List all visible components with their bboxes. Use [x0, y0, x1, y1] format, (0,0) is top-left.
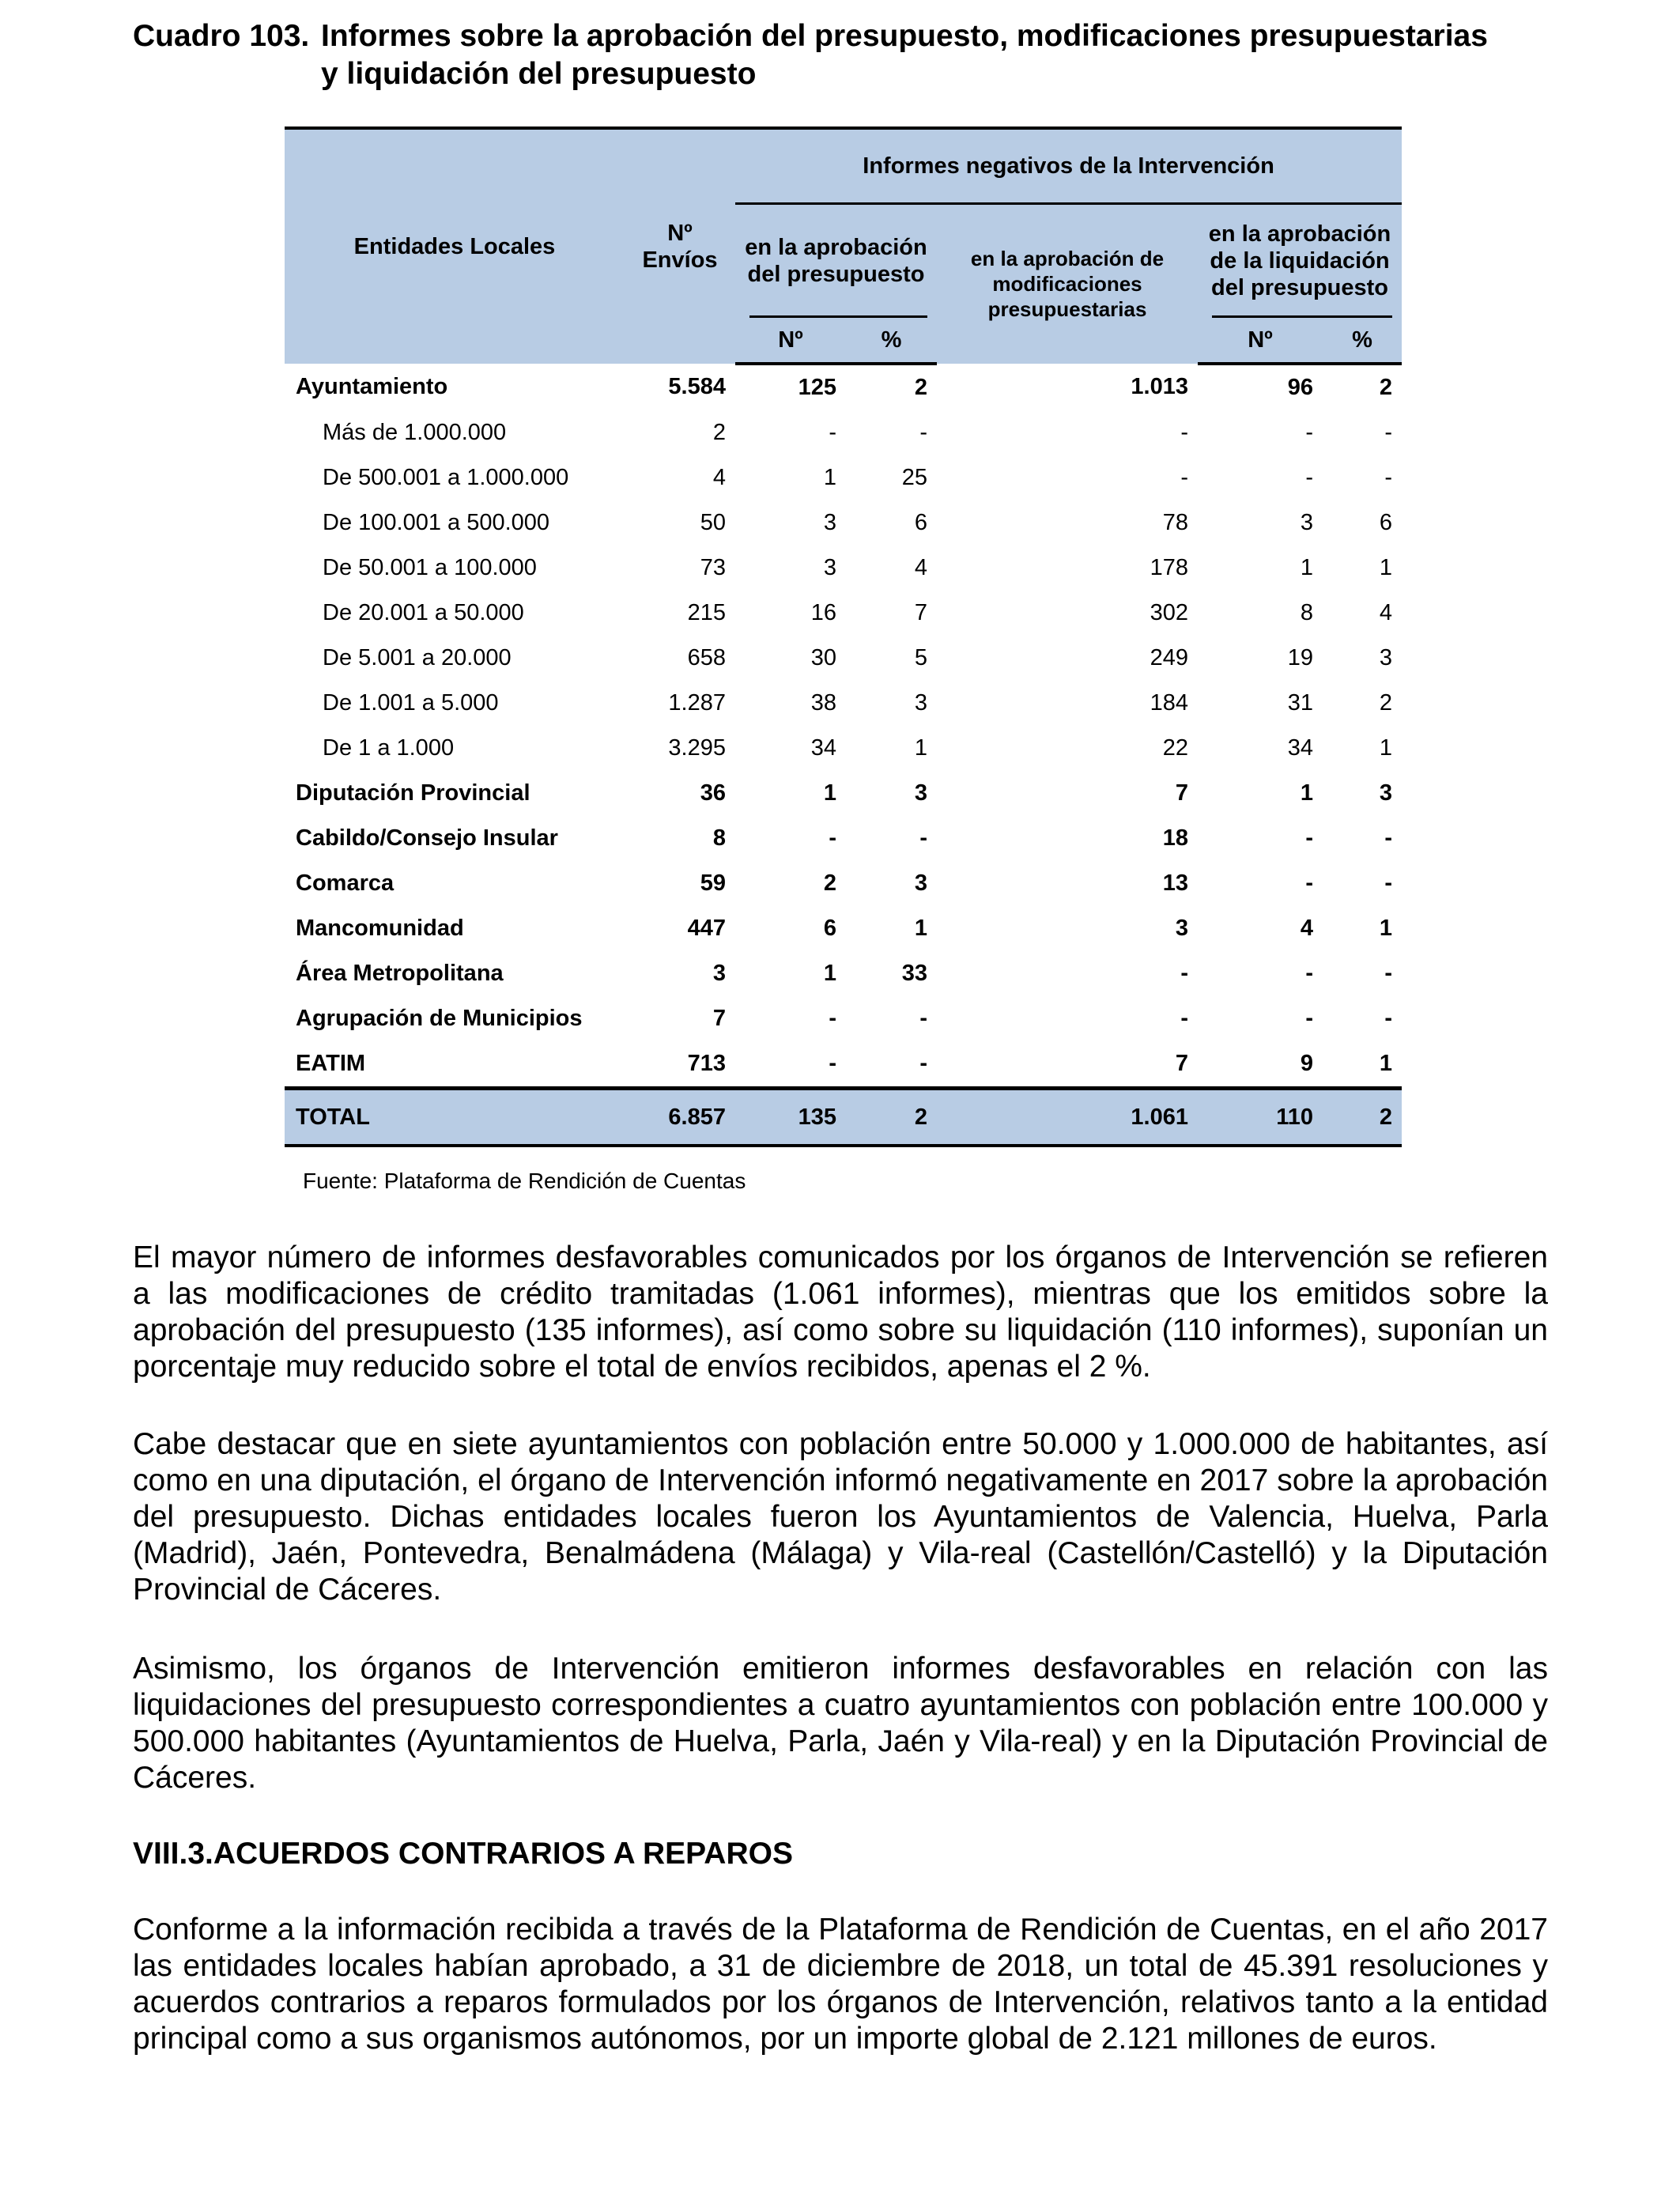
cell-envios: 3: [712, 961, 726, 986]
header-liquidacion-pct: %: [1323, 318, 1402, 364]
cell-aprobacion-num: -: [829, 825, 836, 851]
cell-aprobacion-pct: 6: [914, 510, 927, 535]
cell-aprobacion-num: 16: [810, 600, 836, 625]
cell-modificaciones: -: [1180, 465, 1188, 490]
cell-envios: 2: [712, 420, 726, 445]
cell-aprobacion-num: 2: [823, 870, 836, 896]
table-row: [285, 726, 1402, 771]
cell-liquidacion-num: -: [1305, 1006, 1313, 1031]
table-row: [285, 591, 1402, 636]
cell-envios: 73: [700, 555, 726, 580]
cell-liquidacion-pct: -: [1384, 1006, 1393, 1031]
table-row: [285, 500, 1402, 546]
cell-aprobacion-num: 135: [735, 1089, 846, 1146]
cell-aprobacion-pct: 25: [901, 465, 927, 490]
table-row: [285, 364, 1402, 410]
section-heading: VIII.3.ACUERDOS CONTRARIOS A REPAROS: [133, 1837, 793, 1871]
cell-liquidacion-pct: -: [1384, 870, 1393, 896]
header-informes-negativos: Informes negativos de la Intervención: [735, 128, 1402, 203]
cell-aprobacion-pct: 2: [846, 1089, 937, 1146]
cell-liquidacion-pct: 3: [1379, 780, 1393, 806]
cell-aprobacion-num: 125: [798, 375, 836, 400]
cell-modificaciones: 7: [1175, 1051, 1188, 1076]
table-row: [285, 996, 1402, 1041]
cell-aprobacion-num: 3: [823, 510, 836, 535]
caption-label: Cuadro 103.: [133, 19, 310, 53]
cell-entidad: EATIM: [296, 1051, 366, 1076]
cell-liquidacion-num: -: [1305, 870, 1313, 896]
cell-envios: 7: [712, 1006, 726, 1031]
cell-aprobacion-pct: 4: [914, 555, 927, 580]
cell-liquidacion-pct: 1: [1379, 1051, 1393, 1076]
cell-liquidacion-num: -: [1305, 420, 1313, 445]
header-liquidacion: [1198, 203, 1402, 318]
cell-aprobacion-pct: -: [919, 420, 927, 445]
caption-line-1: Informes sobre la aprobación del presupuesto, modificaciones presupuestarias: [321, 19, 1488, 53]
cell-liquidacion-num: 8: [1300, 600, 1313, 625]
cell-liquidacion-num: 34: [1287, 735, 1313, 761]
cell-envios: 59: [700, 870, 726, 896]
cell-entidad: Mancomunidad: [296, 916, 464, 941]
cell-aprobacion-num: 1: [823, 780, 836, 806]
cell-liquidacion-num: 110: [1198, 1089, 1323, 1146]
header-aprobacion-pct: %: [846, 318, 937, 364]
cell-aprobacion-num: -: [829, 420, 836, 445]
cell-aprobacion-num: 3: [823, 555, 836, 580]
table-row: [285, 951, 1402, 996]
cell-aprobacion-pct: 3: [914, 780, 927, 806]
cell-liquidacion-pct: 1: [1379, 735, 1393, 761]
cell-modificaciones: 1.061: [937, 1089, 1198, 1146]
table-container: [285, 127, 1402, 1147]
cell-liquidacion-pct: 2: [1379, 375, 1393, 400]
header-envios: [625, 128, 735, 364]
cell-liquidacion-pct: -: [1384, 420, 1393, 445]
cell-aprobacion-pct: 2: [914, 375, 927, 400]
cell-aprobacion-pct: 5: [914, 645, 927, 670]
cell-modificaciones: 184: [1150, 690, 1188, 716]
cell-liquidacion-num: -: [1305, 961, 1313, 986]
cell-liquidacion-num: 96: [1287, 375, 1313, 400]
cell-entidad: Área Metropolitana: [296, 961, 504, 986]
cell-modificaciones: 1.013: [1131, 374, 1188, 399]
header-aprobacion: [735, 203, 937, 318]
cell-entidad: De 1.001 a 5.000: [323, 690, 499, 716]
cell-envios: 36: [700, 780, 726, 806]
paragraph-2: Cabe destacar que en siete ayuntamientos con población entre 50.000 y 1.000.000 de habitantes, así como en una diputación, el órgano de Intervención informó negativamente en 2017 sobre la aprobación del presupuesto. Dichas entidades locales fueron los Ayuntamientos de Valencia, Huelva, Parla (Madrid), Jaén, Pontevedra, Benalmádena (Málaga) y Vila-real (Castellón/Castelló) y la Diputación Provincial de Cáceres.: [133, 1427, 1548, 1607]
cell-envios: 3.295: [668, 735, 726, 761]
header-aprobacion-label: en la aprobación del presupuesto: [745, 235, 927, 288]
cell-liquidacion-pct: -: [1384, 465, 1393, 490]
header-aprobacion-underline: [749, 315, 927, 318]
cell-liquidacion-pct: 4: [1379, 600, 1393, 625]
cell-liquidacion-num: 4: [1300, 916, 1313, 941]
header-envios-line-1: Nº: [667, 221, 693, 246]
cell-envios: 6.857: [625, 1089, 735, 1146]
table-row: [285, 771, 1402, 816]
cell-modificaciones: 7: [1175, 780, 1188, 806]
table-row: [285, 861, 1402, 906]
cell-liquidacion-pct: -: [1384, 961, 1393, 986]
caption-line-2: y liquidación del presupuesto: [321, 57, 757, 91]
cell-liquidacion-num: 1: [1300, 555, 1313, 580]
cell-liquidacion-pct: -: [1384, 825, 1393, 851]
cell-liquidacion-pct: 1: [1379, 555, 1393, 580]
cell-liquidacion-num: 9: [1300, 1051, 1313, 1076]
cell-envios: 713: [687, 1051, 726, 1076]
cell-modificaciones: 178: [1150, 555, 1188, 580]
cell-aprobacion-num: -: [829, 1051, 836, 1076]
cell-envios: 1.287: [668, 690, 726, 716]
table-caption: [133, 17, 1556, 93]
cell-aprobacion-pct: 1: [914, 916, 927, 941]
header-entidades: Entidades Locales: [285, 128, 625, 364]
cell-modificaciones: 3: [1175, 916, 1188, 941]
header-aprobacion-num: Nº: [735, 318, 846, 364]
cell-modificaciones: 13: [1162, 870, 1188, 896]
cell-entidad: De 5.001 a 20.000: [323, 645, 512, 670]
cell-aprobacion-num: 1: [823, 465, 836, 490]
cell-entidad: De 100.001 a 500.000: [323, 510, 550, 535]
cell-liquidacion-pct: 3: [1379, 645, 1393, 670]
cell-liquidacion-num: -: [1305, 825, 1313, 851]
informes-table: [285, 127, 1402, 1147]
table-source: Fuente: Plataforma de Rendición de Cuentas: [303, 1169, 746, 1193]
cell-aprobacion-pct: -: [919, 1006, 927, 1031]
cell-entidad: Cabildo/Consejo Insular: [296, 825, 558, 851]
header-liquidacion-underline: [1212, 315, 1392, 318]
table-row: [285, 410, 1402, 455]
cell-envios: 215: [687, 600, 726, 625]
cell-liquidacion-num: 31: [1287, 690, 1313, 716]
table-body: [285, 364, 1402, 1146]
cell-liquidacion-pct: 2: [1379, 690, 1393, 716]
cell-aprobacion-pct: 7: [914, 600, 927, 625]
header-liquidacion-num: Nº: [1198, 318, 1323, 364]
table-row: [285, 681, 1402, 726]
cell-aprobacion-pct: 1: [914, 735, 927, 761]
cell-aprobacion-num: 30: [810, 645, 836, 670]
table-row: [285, 906, 1402, 951]
cell-entidad: De 50.001 a 100.000: [323, 555, 537, 580]
cell-liquidacion-num: 1: [1300, 780, 1313, 806]
header-liquidacion-label: en la aprobación de la liquidación del presupuesto: [1208, 221, 1391, 301]
cell-aprobacion-pct: 3: [914, 690, 927, 716]
cell-entidad: Agrupación de Municipios: [296, 1006, 583, 1031]
paragraph-3: Asimismo, los órganos de Intervención emitieron informes desfavorables en relación con las liquidaciones del presupuesto correspondientes a cuatro ayuntamientos con población entre 100.000 y 500.000 habitantes (Ayuntamientos de Huelva, Parla, Jaén y Vila-real) y en la Diputación Provincial de Cáceres.: [133, 1652, 1548, 1795]
cell-modificaciones: -: [1180, 420, 1188, 445]
paragraph-4: Conforme a la información recibida a través de la Plataforma de Rendición de Cuentas, en el año 2017 las entidades locales habían aprobado, a 31 de diciembre de 2018, un total de 45.391 resoluciones y acuerdos contrarios a reparos formulados por los órganos de Intervención, relativos tanto a la entidad principal como a sus organismos autónomos, por un importe global de 2.121 millones de euros.: [133, 1913, 1548, 2056]
cell-entidad: De 1 a 1.000: [323, 735, 455, 761]
table-row: [285, 1041, 1402, 1089]
cell-entidad: Ayuntamiento: [296, 374, 448, 399]
cell-modificaciones: 78: [1162, 510, 1188, 535]
cell-liquidacion-pct: 1: [1379, 916, 1393, 941]
cell-entidad: De 20.001 a 50.000: [323, 600, 524, 625]
cell-modificaciones: 249: [1150, 645, 1188, 670]
cell-envios: 447: [687, 916, 726, 941]
cell-aprobacion-num: 34: [810, 735, 836, 761]
cell-envios: 5.584: [668, 374, 726, 399]
header-modificaciones-label: en la aprobación de modificaciones presupuestarias: [970, 247, 1165, 322]
table-row: [285, 816, 1402, 861]
header-modificaciones: [937, 203, 1198, 364]
cell-entidad: Más de 1.000.000: [323, 420, 507, 445]
cell-envios: 4: [712, 465, 726, 490]
table-row: [285, 546, 1402, 591]
cell-modificaciones: -: [1180, 961, 1188, 986]
cell-aprobacion-num: 1: [823, 961, 836, 986]
table-row: [285, 636, 1402, 681]
cell-modificaciones: 302: [1150, 600, 1188, 625]
cell-liquidacion-num: 3: [1300, 510, 1313, 535]
cell-aprobacion-pct: 3: [914, 870, 927, 896]
cell-entidad: Comarca: [296, 870, 395, 896]
cell-modificaciones: 22: [1162, 735, 1188, 761]
cell-liquidacion-pct: 2: [1323, 1089, 1402, 1146]
cell-aprobacion-num: 38: [810, 690, 836, 716]
cell-aprobacion-pct: -: [919, 825, 927, 851]
cell-liquidacion-num: -: [1305, 465, 1313, 490]
table-total-row: [285, 1089, 1402, 1146]
cell-envios: 658: [687, 645, 726, 670]
cell-aprobacion-pct: 33: [901, 961, 927, 986]
cell-aprobacion-pct: -: [919, 1051, 927, 1076]
cell-entidad: Diputación Provincial: [296, 780, 530, 806]
header-envios-line-2: Envíos: [642, 247, 718, 273]
table-row: [285, 455, 1402, 500]
cell-aprobacion-num: -: [829, 1006, 836, 1031]
cell-liquidacion-num: 19: [1287, 645, 1313, 670]
cell-entidad: TOTAL: [285, 1089, 625, 1146]
cell-modificaciones: 18: [1162, 825, 1188, 851]
cell-modificaciones: -: [1180, 1006, 1188, 1031]
cell-envios: 50: [700, 510, 726, 535]
cell-aprobacion-num: 6: [823, 916, 836, 941]
cell-envios: 8: [712, 825, 726, 851]
paragraph-1: El mayor número de informes desfavorables comunicados por los órganos de Intervención se refieren a las modificaciones de crédito tramitadas (1.061 informes), mientras que los emitidos sobre la aprobación del presupuesto (135 informes), así como sobre su liquidación (110 informes), suponían un porcentaje muy reducido sobre el total de envíos recibidos, apenas el 2 %.: [133, 1240, 1548, 1384]
cell-liquidacion-pct: 6: [1379, 510, 1393, 535]
cell-entidad: De 500.001 a 1.000.000: [323, 465, 569, 490]
